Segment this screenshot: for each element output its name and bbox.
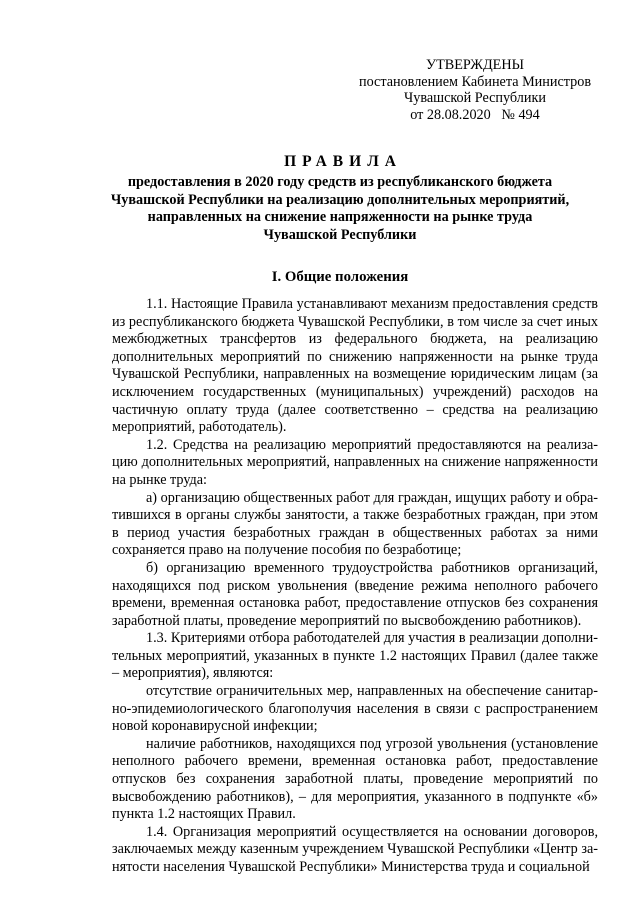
document-body [112, 296, 598, 877]
paragraph-1-4: 1.4. Организация мероприятий осуществляется на основании договоров, заключаемых между казенным учреждением Чувашской Республики «Центр занятости населения Чувашской Республики» Министерства труда и социальной [112, 823, 598, 875]
paragraph-criterion-1: отсутствие ограничительных мер, направленных на обеспечение санитарно-эпидемиологического благополучия населения в связи с распространением новой коронавирусной инфекции; [112, 683, 598, 735]
paragraph-1-3: 1.3. Критериями отбора работодателей для участия в реализации дополнительных мероприятий, указанных в пункте 1.2 настоящих Правил (далее также – мероприятия), являются: [112, 630, 598, 682]
paragraph-criterion-2: наличие работников, находящихся под угрозой увольнения (установление неполного рабочего времени, временная остановка работ, предоставление отпусков без сохранения заработной платы, проведение мероприятий по высвобождению работников), – для мероприятия, указанного в подпункте «б» пункта 1.2 настоящих Правил. [112, 735, 598, 823]
approval-date-number: от 28.08.2020 № 494 [410, 106, 540, 123]
title-line: Чувашской Республики на реализацию дополнительных мероприятий, [110, 191, 570, 208]
approval-line: Чувашской Республики [404, 90, 546, 106]
title-word: ПРАВИЛА [284, 153, 402, 170]
document-title [100, 152, 580, 244]
title-line: предоставления в 2020 году средств из республиканского бюджета [127, 174, 553, 190]
title-line: направленных на снижение напряженности на рынке труда [147, 209, 533, 225]
title-subtitle [100, 174, 580, 244]
section-heading: I. Общие положения [271, 269, 409, 285]
paragraph-item-a: а) организацию общественных работ для граждан, ищущих работу и обратившихся в органы службы занятости, а также безработных граждан, при этом в период участия безработных граждан в общественных работах за ними сохраняется право на получение пособия по безработице; [112, 489, 598, 559]
paragraph-1-2: 1.2. Средства на реализацию мероприятий предоставляются на реализацию дополнительных мероприятий, направленных на снижение напряженности на рынке труда: [112, 436, 598, 488]
title-line: Чувашской Республики [263, 226, 417, 243]
paragraph-item-b: б) организацию временного трудоустройства работников организаций, находящихся под риском увольнения (введение режима неполного рабочего времени, временная остановка работ, предоставление отпусков без сохранения заработной платы, проведение мероприятий по высвобождению работников). [112, 559, 598, 629]
approval-line: постановлением Кабинета Министров [358, 73, 592, 90]
paragraph-1-1: 1.1. Настоящие Правила устанавливают механизм предоставления средств из республиканского бюджета Чувашской Республики, в том числе за счет иных межбюджетных трансфертов из федерального бюджета, на реализацию дополнительных мероприятий по снижению напряженности на рынке труда Чувашской Республики, направленных на возмещение юридическим лицам (за исключением государственных (муниципальных) учреждений) расходов на частичную оплату труда (далее соответственно – средства на реализацию мероприятий, работодатель). [112, 296, 598, 436]
approval-stamp [340, 57, 610, 123]
approval-heading: УТВЕРЖДЕНЫ [426, 57, 524, 73]
